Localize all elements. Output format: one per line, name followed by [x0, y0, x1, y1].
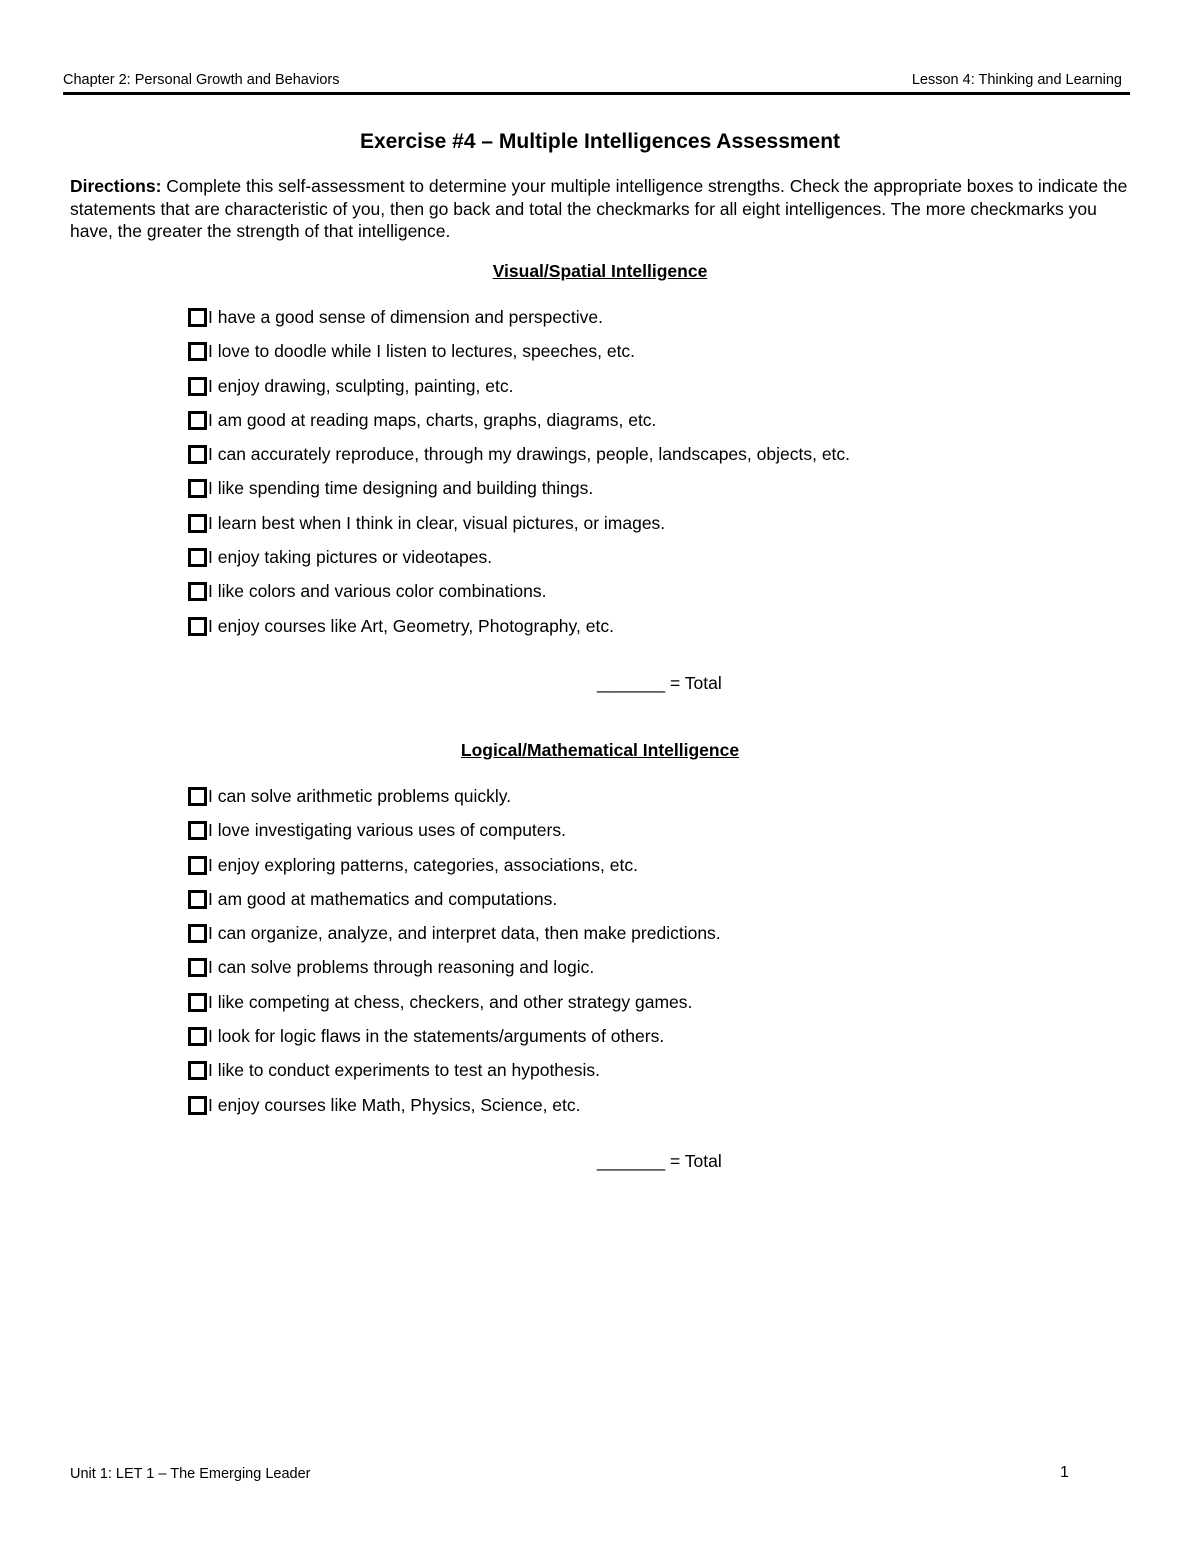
directions-label: Directions: — [70, 176, 162, 196]
checklist-item-label: I look for logic flaws in the statements/arguments of others. — [208, 1026, 665, 1047]
total-line-visual-spatial[interactable]: _______ = Total — [597, 673, 722, 693]
chapter-label: Chapter 2: Personal Growth and Behaviors — [63, 72, 340, 88]
checkbox[interactable] — [188, 548, 207, 567]
section-heading-logical-mathematical: Logical/Mathematical Intelligence — [460, 740, 740, 760]
checklist-item-label: I like spending time designing and building things. — [208, 478, 594, 499]
checklist-item-label: I enjoy drawing, sculpting, painting, etc. — [208, 375, 514, 396]
checklist-item-label: I like competing at chess, checkers, and other strategy games. — [208, 991, 693, 1012]
checklist-item-label: I love to doodle while I listen to lectures, speeches, etc. — [208, 341, 636, 362]
checkbox[interactable] — [188, 1061, 207, 1080]
checklist-item — [188, 478, 850, 512]
checklist-item — [188, 581, 850, 615]
checklist-item-label: I enjoy taking pictures or videotapes. — [208, 547, 493, 568]
checklist-item — [188, 957, 721, 991]
checklist-item-label: I like colors and various color combinations. — [208, 581, 547, 602]
checklist-item — [188, 376, 850, 410]
checkbox[interactable] — [188, 958, 207, 977]
checkbox[interactable] — [188, 342, 207, 361]
footer-unit: Unit 1: LET 1 – The Emerging Leader — [70, 1466, 311, 1482]
checkbox[interactable] — [188, 787, 207, 806]
checklist-item — [188, 992, 721, 1026]
checkbox[interactable] — [188, 1096, 207, 1115]
checklist-logical-mathematical — [188, 786, 721, 1129]
checklist-item — [188, 855, 721, 889]
checklist-item — [188, 341, 850, 375]
checklist-item-label: I love investigating various uses of computers. — [208, 820, 566, 841]
checkbox[interactable] — [188, 617, 207, 636]
checkbox[interactable] — [188, 924, 207, 943]
page-header — [63, 70, 1130, 95]
checklist-item — [188, 410, 850, 444]
checklist-item-label: I can solve arithmetic problems quickly. — [208, 786, 512, 806]
checklist-item — [188, 513, 850, 547]
checklist-item — [188, 820, 721, 854]
checklist-item — [188, 889, 721, 923]
checklist-item-label: I am good at reading maps, charts, graphs, diagrams, etc. — [208, 409, 657, 430]
checklist-item — [188, 1095, 721, 1129]
checklist-item — [188, 923, 721, 957]
section-heading-visual-spatial: Visual/Spatial Intelligence — [492, 261, 708, 281]
checklist-item-label: I like to conduct experiments to test an hypothesis. — [208, 1060, 601, 1081]
directions-text: Complete this self-assessment to determine your multiple intelligence strengths. Check the appropriate boxes to indicate the statements that are characteristic of you, then go back and total the checkmarks for all eight intelligences. The more checkmarks you have, the greater the strength of that intelligence. — [70, 176, 1128, 241]
footer-page-number: 1 — [1060, 1464, 1069, 1481]
directions-paragraph — [70, 175, 1130, 243]
checkbox[interactable] — [188, 582, 207, 601]
page-title: Exercise #4 – Multiple Intelligences Assessment — [359, 130, 841, 153]
checkbox[interactable] — [188, 377, 207, 396]
checkbox[interactable] — [188, 308, 207, 327]
checkbox[interactable] — [188, 856, 207, 875]
checklist-item-label: I enjoy exploring patterns, categories, associations, etc. — [208, 854, 638, 875]
total-line-logical-mathematical[interactable]: _______ = Total — [597, 1151, 722, 1171]
checklist-item — [188, 786, 721, 820]
checklist-item-label: I am good at mathematics and computations. — [208, 888, 558, 909]
checklist-item-label: I can solve problems through reasoning and logic. — [208, 957, 595, 978]
checklist-item — [188, 1060, 721, 1094]
checkbox[interactable] — [188, 821, 207, 840]
checkbox[interactable] — [188, 479, 207, 498]
checklist-item — [188, 616, 850, 650]
checklist-item — [188, 1026, 721, 1060]
checkbox[interactable] — [188, 514, 207, 533]
checklist-item-label: I learn best when I think in clear, visual pictures, or images. — [208, 512, 666, 533]
checkbox[interactable] — [188, 1027, 207, 1046]
checklist-item-label: I can accurately reproduce, through my drawings, people, landscapes, objects, etc. — [208, 444, 851, 465]
checklist-item — [188, 307, 850, 341]
checklist-item-label: I enjoy courses like Math, Physics, Science, etc. — [208, 1094, 581, 1115]
checkbox[interactable] — [188, 411, 207, 430]
lesson-label: Lesson 4: Thinking and Learning — [911, 72, 1122, 88]
checkbox[interactable] — [188, 445, 207, 464]
checklist-item-label: I enjoy courses like Art, Geometry, Photography, etc. — [208, 615, 614, 636]
checkbox[interactable] — [188, 890, 207, 909]
checklist-item — [188, 444, 850, 478]
checklist-item-label: I have a good sense of dimension and perspective. — [208, 307, 603, 327]
checklist-visual-spatial — [188, 307, 850, 650]
checklist-item — [188, 547, 850, 581]
checklist-item-label: I can organize, analyze, and interpret data, then make predictions. — [208, 923, 721, 944]
checkbox[interactable] — [188, 993, 207, 1012]
